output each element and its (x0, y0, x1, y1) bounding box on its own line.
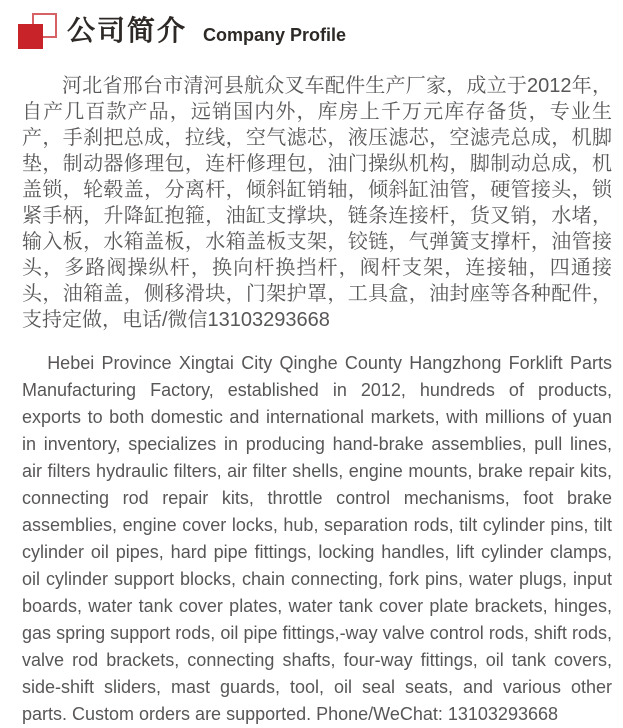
profile-paragraph-en: Hebei Province Xingtai City Qinghe County Hangzhong Forklift Parts Manufacturing Factory, established in 2012, hundreds of products, exports to both domestic and international markets, with millions of yuan in inventory, specializes in producing hand-brake assemblies, pull lines, air filters hydraulic filters, air filter shells, engine mounts, brake repair kits, connecting rod repair kits, throttle control mechanisms, foot brake assemblies, engine cover locks, hub, separation rods, tilt cylinder pins, tilt cylinder oil pipes, hard pipe fittings, locking handles, lift cylinder clamps, oil cylinder support blocks, chain connecting, fork pins, water plugs, input boards, water tank cover plates, water tank cover plate brackets, hinges, gas spring support rods, oil pipe fittings,-way valve control rods, shift rods, valve rod brackets, connecting shafts, four-way fittings, oil tank covers, side-shift sliders, mast guards, tool, oil seal seats, and various other parts. Custom orders are supported. Phone/WeChat: 13103293668 (22, 353, 612, 724)
solid-square-icon (18, 24, 43, 49)
profile-body (0, 63, 623, 728)
page-title-en: Company Profile (203, 25, 347, 45)
overlapping-squares-icon (18, 13, 58, 51)
page-title-zh: 公司简介 (67, 15, 188, 46)
section-header (0, 0, 623, 63)
profile-paragraph-zh: 河北省邢台市清河县航众叉车配件生产厂家，成立于2012年，自产几百款产品，远销国内外，库房上千万元库存备货，专业生产，手刹把总成，拉线，空气滤芯，液压滤芯，空滤壳总成，机脚垫，制动器修理包，连杆修理包，油门操纵机构，脚制动总成，机盖锁，轮毂盖，分离杆，倾斜缸销轴，倾斜缸油管，硬管接头，锁紧手柄，升降缸抱箍，油缸支撑块，链条连接杆，货叉销，水堵，输入板，水箱盖板，水箱盖板支架，铰链，气弹簧支撑杆，油管接头，多路阀操纵杆，换向杆换挡杆，阀杆支架，连接轴，四通接头，油箱盖，侧移滑块，门架护罩，工具盒，油封座等各种配件，支持定做，电话/微信13103293668 (22, 75, 612, 331)
